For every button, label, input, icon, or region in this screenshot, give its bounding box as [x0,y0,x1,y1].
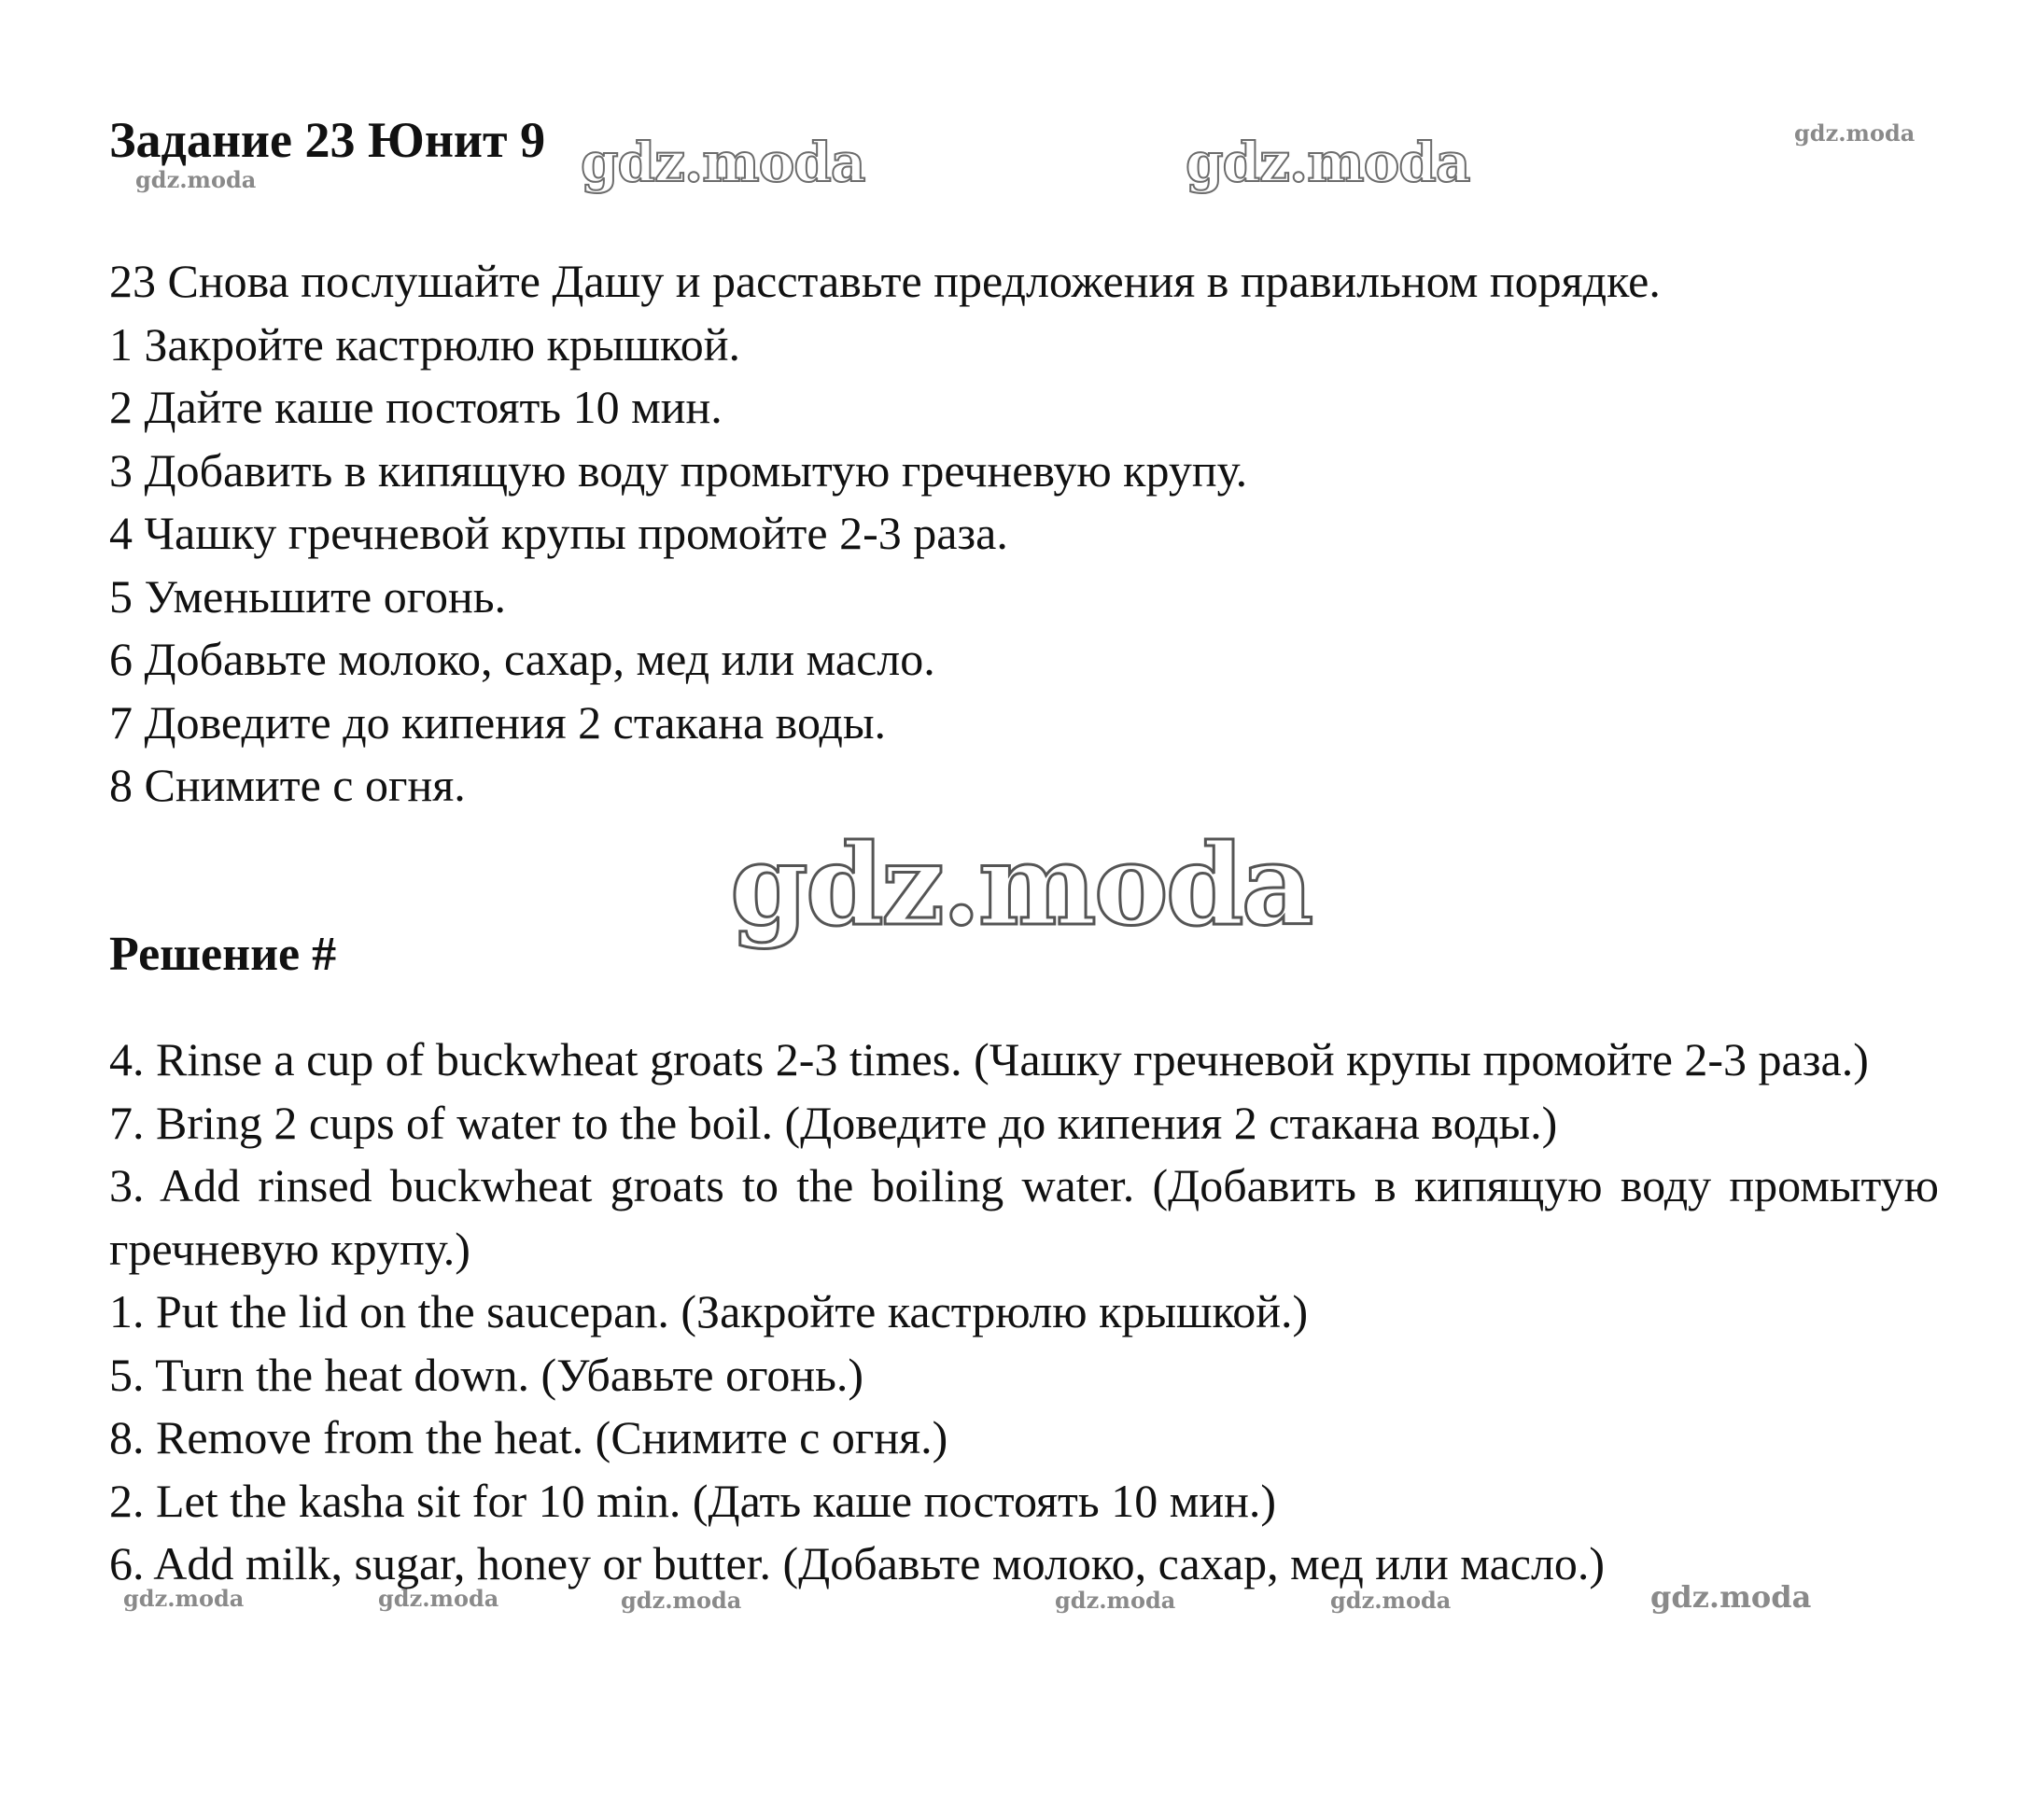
task-item: 6 Добавьте молоко, сахар, мед или масло. [109,633,935,685]
answer-item: 1. Put the lid on the saucepan. (Закройте кастрюлю крышкой.) [109,1285,1309,1337]
answer-item: 2. Let the kasha sit for 10 min. (Дать каше постоять 10 мин.) [109,1474,1276,1527]
watermark-bottom-3: gdz.moda [621,1587,742,1614]
watermark-top-1: gdz.moda [581,131,865,194]
watermark-bottom-1: gdz.moda [123,1585,245,1612]
answer-list [109,1029,1939,1596]
answer-item: 7. Bring 2 cups of water to the boil. (Доведите до кипения 2 стакана воды.) [109,1096,1558,1149]
watermark-top-2: gdz.moda [1186,131,1470,194]
task-item: 5 Уменьшите огонь. [109,569,507,623]
task-instruction: 23 Снова послушайте Дашу и расставьте предложения в правильном порядке. [109,255,1661,307]
task-item: 7 Доведите до кипения 2 стакана воды. [109,695,887,749]
watermark-center: gdz.moda [730,819,1312,951]
answer-item: 3. Add rinsed buckwheat groats to the boiling water. (Добавить в кипящую воду промытую гречневую крупу.) [109,1159,1939,1275]
watermark-bottom-6: gdz.moda [1650,1579,1812,1615]
watermark-bottom-4: gdz.moda [1055,1587,1176,1614]
answer-item: 5. Turn the heat down. (Убавьте огонь.) [109,1348,864,1401]
task-item: 3 Добавить в кипящую воду промытую гречневую крупу. [109,443,1248,497]
answer-item: 6. Add milk, sugar, honey or butter. (Добавьте молоко, сахар, мед или масло.) [109,1537,1606,1589]
page-title: Задание 23 Юнит 9 [109,112,546,168]
watermark-top-right: gdz.moda [1794,119,1916,147]
task-item: 1 Закройте кастрюлю крышкой. [109,317,741,371]
task-item: 4 Чашку гречневой крупы промойте 2-3 раза. [109,507,1008,559]
task-item: 2 Дайте каше постоять 10 мин. [109,381,723,433]
watermark-bottom-5: gdz.moda [1330,1587,1452,1614]
answer-item: 4. Rinse a cup of buckwheat groats 2-3 times. (Чашку гречневой крупы промойте 2-3 раза.) [109,1033,1869,1085]
task-list [109,250,1976,818]
watermark-under-title: gdz.moda [135,166,257,193]
task-item: 8 Снимите с огня. [109,759,466,811]
watermark-bottom-2: gdz.moda [378,1585,499,1612]
answer-item: 8. Remove from the heat. (Снимите с огня.) [109,1411,948,1463]
solution-heading: Решение # [109,928,337,981]
